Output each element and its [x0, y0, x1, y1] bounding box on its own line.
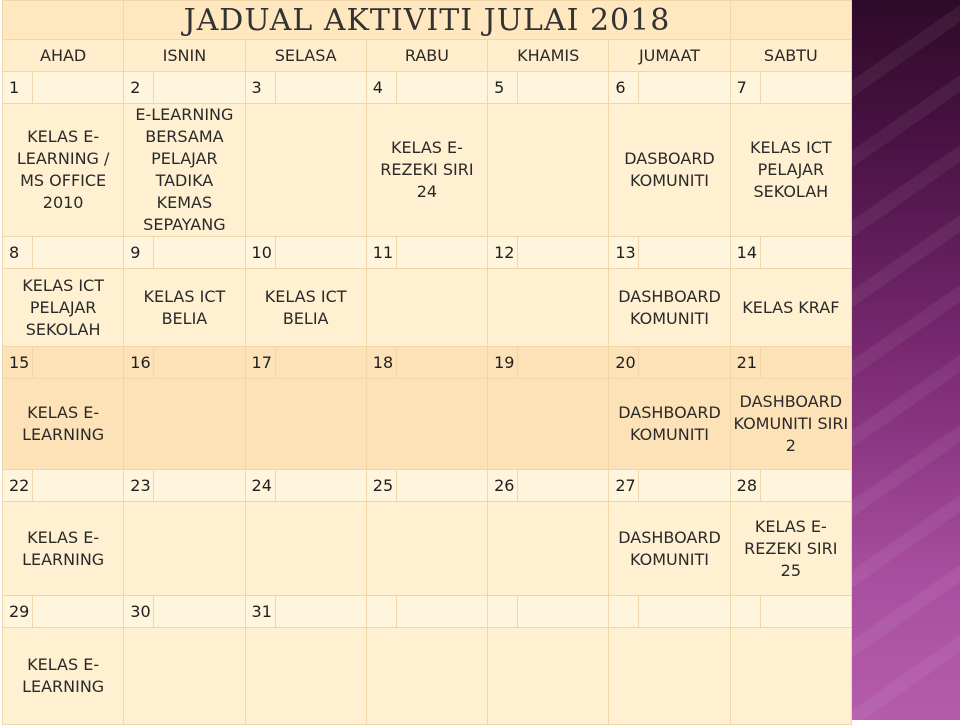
activity-cell: [730, 379, 851, 470]
date-blank-cell: [396, 72, 487, 104]
activity-cell: [488, 628, 609, 725]
calendar-table: [2, 0, 852, 725]
date-blank-cell: [518, 72, 609, 104]
date-number: 22: [3, 470, 33, 502]
title-blank-cell: [3, 1, 124, 40]
activity-cell: [245, 269, 366, 347]
date-blank-cell: [396, 347, 487, 379]
title-row: [3, 1, 852, 40]
date-blank-cell: [760, 347, 851, 379]
date-blank-cell: [33, 347, 124, 379]
activity-label: DASHBOARD KOMUNITI: [618, 286, 721, 328]
date-blank-cell: [33, 470, 124, 502]
activity-cell: [609, 502, 730, 596]
activity-cell: [3, 104, 124, 237]
date-number: 1: [3, 72, 33, 104]
decorative-side-panel: [852, 0, 960, 720]
date-blank-cell: [639, 237, 730, 269]
activity-cell: [124, 379, 245, 470]
activity-label: KELAS ICT PELAJAR SEKOLAH: [22, 275, 104, 339]
activity-label: DASBOARD KOMUNITI: [624, 149, 715, 190]
date-number: 7: [730, 72, 760, 104]
date-blank-cell: [639, 470, 730, 502]
date-number: 8: [3, 237, 33, 269]
date-number: 13: [609, 237, 639, 269]
activity-cell: [366, 104, 487, 237]
date-number: [609, 596, 639, 628]
date-blank-cell: [154, 72, 245, 104]
weekday-header-row: [3, 40, 852, 72]
weekday-header: KHAMIS: [488, 40, 609, 72]
activity-cell: [124, 269, 245, 347]
date-blank-cell: [33, 237, 124, 269]
date-number: [488, 596, 518, 628]
activity-cell: [245, 379, 366, 470]
date-blank-cell: [154, 347, 245, 379]
date-row: [3, 347, 852, 379]
activity-cell: [609, 269, 730, 347]
date-blank-cell: [154, 237, 245, 269]
activity-cell: [124, 502, 245, 596]
date-number: 27: [609, 470, 639, 502]
weekday-header: SELASA: [245, 40, 366, 72]
date-blank-cell: [275, 596, 366, 628]
date-number: 11: [366, 237, 396, 269]
date-number: 5: [488, 72, 518, 104]
activity-cell: [366, 628, 487, 725]
activity-cell: [3, 502, 124, 596]
date-number: 16: [124, 347, 154, 379]
date-blank-cell: [518, 470, 609, 502]
activity-cell: [609, 379, 730, 470]
activity-cell: [730, 502, 851, 596]
activity-cell: [3, 628, 124, 725]
activity-label: KELAS E-REZEKI SIRI 25: [744, 516, 838, 580]
date-number: 15: [3, 347, 33, 379]
activity-cell: [609, 628, 730, 725]
date-blank-cell: [760, 72, 851, 104]
date-number: 3: [245, 72, 275, 104]
date-blank-cell: [639, 72, 730, 104]
date-blank-cell: [154, 596, 245, 628]
activity-label: KELAS E-REZEKI SIRI 24: [380, 138, 474, 201]
activity-cell: [366, 269, 487, 347]
date-blank-cell: [33, 596, 124, 628]
date-blank-cell: [760, 237, 851, 269]
date-row: [3, 237, 852, 269]
activity-cell: [488, 104, 609, 237]
date-blank-cell: [639, 596, 730, 628]
activity-label: E-LEARNING BERSAMA PELAJAR TADIKA KEMAS SEPAYANG: [135, 105, 234, 234]
date-number: 10: [245, 237, 275, 269]
activity-label: KELAS ICT PELAJAR SEKOLAH: [749, 138, 832, 201]
weekday-header: AHAD: [3, 40, 124, 72]
date-number: 24: [245, 470, 275, 502]
date-blank-cell: [396, 596, 487, 628]
activity-cell: [245, 104, 366, 237]
date-number: 19: [488, 347, 518, 379]
date-row: [3, 596, 852, 628]
activity-row: [3, 379, 852, 470]
date-number: 6: [609, 72, 639, 104]
date-blank-cell: [518, 596, 609, 628]
date-blank-cell: [518, 237, 609, 269]
activity-label: DASHBOARD KOMUNITI SIRI 2: [733, 392, 849, 455]
date-number: 31: [245, 596, 275, 628]
activity-cell: [245, 628, 366, 725]
date-number: 4: [366, 72, 396, 104]
activity-label: DASHBOARD KOMUNITI: [618, 403, 721, 444]
date-blank-cell: [275, 237, 366, 269]
date-number: 21: [730, 347, 760, 379]
date-blank-cell: [639, 347, 730, 379]
date-blank-cell: [154, 470, 245, 502]
date-number: 18: [366, 347, 396, 379]
date-row: [3, 72, 852, 104]
activity-label: KELAS ICT BELIA: [143, 286, 226, 328]
date-blank-cell: [396, 237, 487, 269]
activity-cell: [366, 379, 487, 470]
activity-cell: [730, 104, 851, 237]
date-number: 17: [245, 347, 275, 379]
date-blank-cell: [760, 596, 851, 628]
activity-row: [3, 104, 852, 237]
activity-cell: [3, 269, 124, 347]
activity-cell: [3, 379, 124, 470]
activity-row: [3, 502, 852, 596]
activity-label: KELAS E-LEARNING / MS OFFICE 2010: [16, 127, 110, 212]
activity-cell: [730, 269, 851, 347]
date-blank-cell: [760, 470, 851, 502]
date-number: 23: [124, 470, 154, 502]
activity-label: KELAS E-LEARNING: [22, 527, 105, 569]
activity-cell: [488, 379, 609, 470]
date-blank-cell: [275, 347, 366, 379]
title-blank-cell: [730, 1, 851, 40]
date-number: 14: [730, 237, 760, 269]
activity-cell: [366, 502, 487, 596]
activity-cell: [609, 104, 730, 237]
activity-label: KELAS ICT BELIA: [264, 286, 347, 328]
date-blank-cell: [33, 72, 124, 104]
date-number: 26: [488, 470, 518, 502]
date-number: [366, 596, 396, 628]
date-number: 29: [3, 596, 33, 628]
activity-cell: [488, 502, 609, 596]
date-number: 12: [488, 237, 518, 269]
activity-row: [3, 269, 852, 347]
activity-label: KELAS KRAF: [742, 297, 840, 317]
activity-cell: [245, 502, 366, 596]
date-number: 2: [124, 72, 154, 104]
date-blank-cell: [275, 470, 366, 502]
weekday-header: ISNIN: [124, 40, 245, 72]
activity-cell: [488, 269, 609, 347]
calendar-title: JADUAL AKTIVITI JULAI 2018: [124, 1, 730, 40]
date-blank-cell: [275, 72, 366, 104]
weekday-header: JUMAAT: [609, 40, 730, 72]
date-number: 25: [366, 470, 396, 502]
date-blank-cell: [396, 470, 487, 502]
date-row: [3, 470, 852, 502]
date-number: 20: [609, 347, 639, 379]
activity-row: [3, 628, 852, 725]
date-number: 28: [730, 470, 760, 502]
date-number: 30: [124, 596, 154, 628]
weekday-header: SABTU: [730, 40, 851, 72]
date-number: [730, 596, 760, 628]
activity-label: DASHBOARD KOMUNITI: [618, 527, 721, 569]
activity-label: KELAS E-LEARNING: [22, 403, 105, 444]
activity-label: KELAS E-LEARNING: [22, 655, 105, 696]
activity-cell: [730, 628, 851, 725]
activity-cell: [124, 104, 245, 237]
date-blank-cell: [518, 347, 609, 379]
date-number: 9: [124, 237, 154, 269]
activity-cell: [124, 628, 245, 725]
weekday-header: RABU: [366, 40, 487, 72]
